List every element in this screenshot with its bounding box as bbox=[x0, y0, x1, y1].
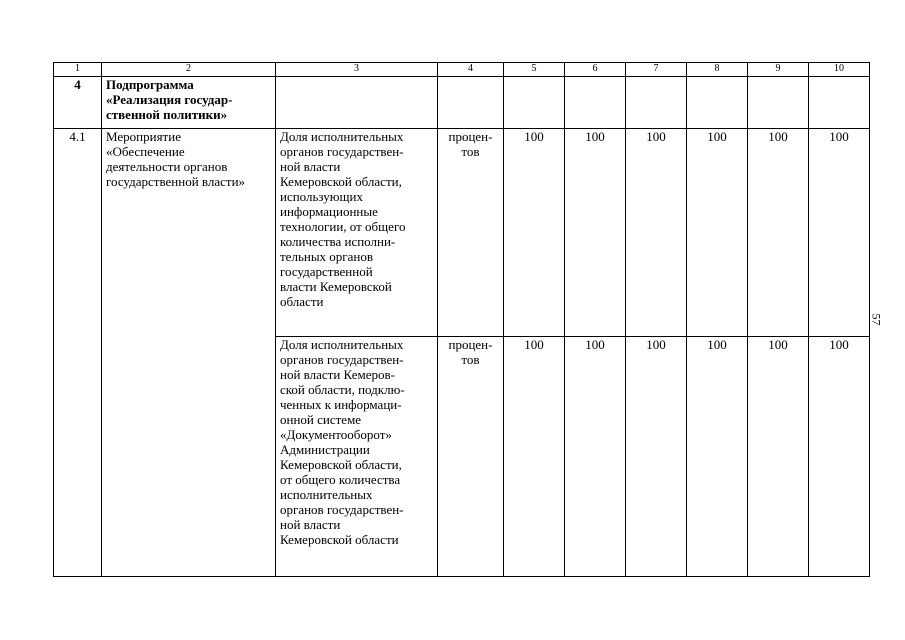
indicator-name: Доля исполнительных органов государствен- ной власти Кемеров- ской области, подклю- ченных к информаци- онной системе «Документооборот» Администрации Кемеровской области, от общего количества исполнительных органов государствен- ной власти Кемеровской области bbox=[276, 337, 438, 577]
column-number-row bbox=[54, 63, 870, 77]
indicator-value: 100 bbox=[626, 129, 687, 337]
indicator-unit: процен- тов bbox=[438, 337, 504, 577]
indicator-name: Доля исполнительных органов государствен- ной власти Кемеровской области, использующих информационные технологии, от общего количества исполни- тельных органов государственной власти Кемеровской области bbox=[276, 129, 438, 337]
subprogram-title: Подпрограмма «Реализация государ- ственной политики» bbox=[102, 77, 276, 129]
empty-cell bbox=[809, 77, 870, 129]
column-number: 7 bbox=[626, 63, 687, 77]
indicator-value: 100 bbox=[565, 129, 626, 337]
empty-cell bbox=[565, 77, 626, 129]
indicator-value: 100 bbox=[809, 129, 870, 337]
column-number: 2 bbox=[102, 63, 276, 77]
event-number: 4.1 bbox=[54, 129, 102, 577]
indicator-value: 100 bbox=[504, 337, 565, 577]
empty-cell bbox=[626, 77, 687, 129]
empty-cell bbox=[276, 77, 438, 129]
subprogram-number: 4 bbox=[54, 77, 102, 129]
column-number: 5 bbox=[504, 63, 565, 77]
subprogram-row bbox=[54, 77, 870, 129]
column-number: 4 bbox=[438, 63, 504, 77]
page-number: 57 bbox=[869, 313, 884, 326]
indicator-value: 100 bbox=[748, 129, 809, 337]
empty-cell bbox=[748, 77, 809, 129]
empty-cell bbox=[687, 77, 748, 129]
indicators-table bbox=[53, 62, 870, 577]
indicator-value: 100 bbox=[748, 337, 809, 577]
indicator-unit: процен- тов bbox=[438, 129, 504, 337]
indicator-value: 100 bbox=[809, 337, 870, 577]
column-number: 1 bbox=[54, 63, 102, 77]
empty-cell bbox=[438, 77, 504, 129]
empty-cell bbox=[504, 77, 565, 129]
column-number: 6 bbox=[565, 63, 626, 77]
event-row-indicator-1 bbox=[54, 129, 870, 337]
indicator-value: 100 bbox=[565, 337, 626, 577]
event-name: Мероприятие «Обеспечение деятельности органов государственной власти» bbox=[102, 129, 276, 577]
indicator-value: 100 bbox=[626, 337, 687, 577]
indicator-value: 100 bbox=[687, 337, 748, 577]
column-number: 10 bbox=[809, 63, 870, 77]
indicator-value: 100 bbox=[687, 129, 748, 337]
indicator-value: 100 bbox=[504, 129, 565, 337]
column-number: 9 bbox=[748, 63, 809, 77]
column-number: 8 bbox=[687, 63, 748, 77]
column-number: 3 bbox=[276, 63, 438, 77]
